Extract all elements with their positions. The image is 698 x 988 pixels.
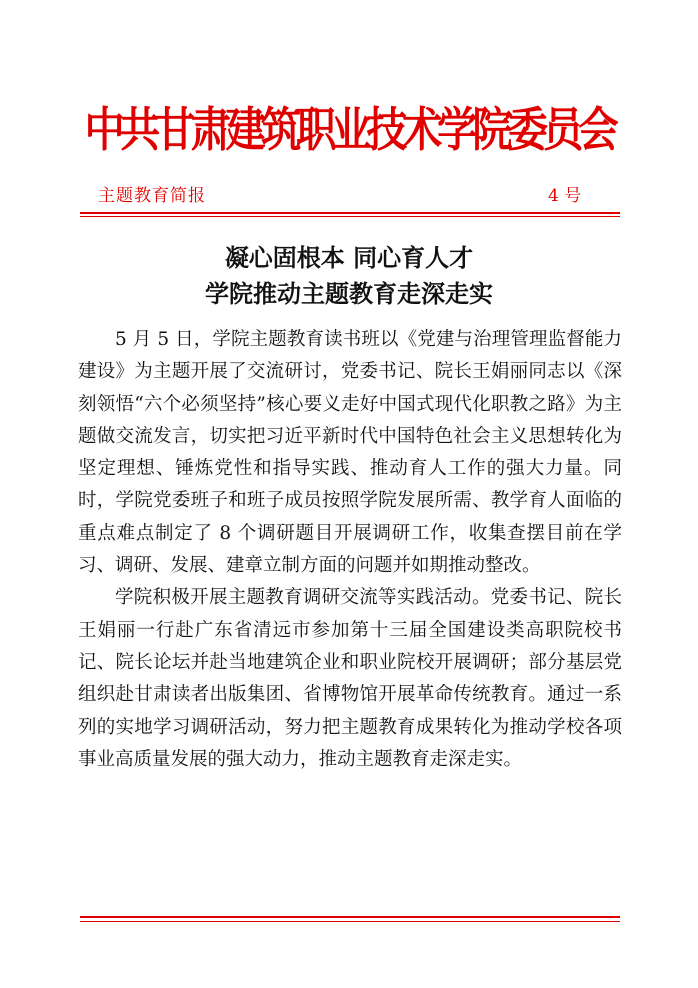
article-title bbox=[0, 240, 698, 312]
footer-divider-top bbox=[80, 916, 620, 918]
article-title-line-2: 学院推动主题教育走深走实 bbox=[205, 279, 493, 308]
footer-divider-bottom bbox=[80, 921, 620, 922]
issue-number: 4 号 bbox=[548, 186, 582, 206]
header-divider-top bbox=[80, 212, 620, 214]
masthead-title: 中共甘肃建筑职业技术学院委员会 bbox=[84, 103, 614, 158]
header-divider-bottom bbox=[80, 216, 620, 217]
article-paragraph-2: 学院积极开展主题教育调研交流等实践活动。党委书记、院长王娟丽一行赴广东省清远市参加第十三届全国建设类高职院校书记、院长论坛并赴当地建筑企业和职业院校开展调研；部分基层党组织赴甘肃读者出版集团、省博物馆开展革命传统教育。通过一系列的实地学习调研活动，努力把主题教育成果转化为推动学校各项事业高质量发展的强大动力，推动主题教育走深走实。 bbox=[78, 587, 622, 770]
article-title-line-1: 凝心固根本 同心育人才 bbox=[224, 243, 474, 272]
article-paragraph-1: 5 月 5 日，学院主题教育读书班以《党建与治理管理监督能力建设》为主题开展了交流研讨，党委书记、院长王娟丽同志以《深刻领悟“六个必须坚持”核心要义走好中国式现代化职教之路》为主题做交流发言，切实把习近平新时代中国特色社会主义思想转化为坚定理想、锤炼党性和指导实践、推动育人工作的强大力量。同时，学院党委班子和班子成员按照学院发展所需、教学育人面临的重点难点制定了 8 个调研题目开展调研工作，收集查摆目前在学习、调研、发展、建章立制方面的问题并如期推动整改。 bbox=[78, 329, 622, 577]
article-body bbox=[78, 324, 622, 776]
brief-label: 主题教育简报 bbox=[98, 186, 206, 206]
